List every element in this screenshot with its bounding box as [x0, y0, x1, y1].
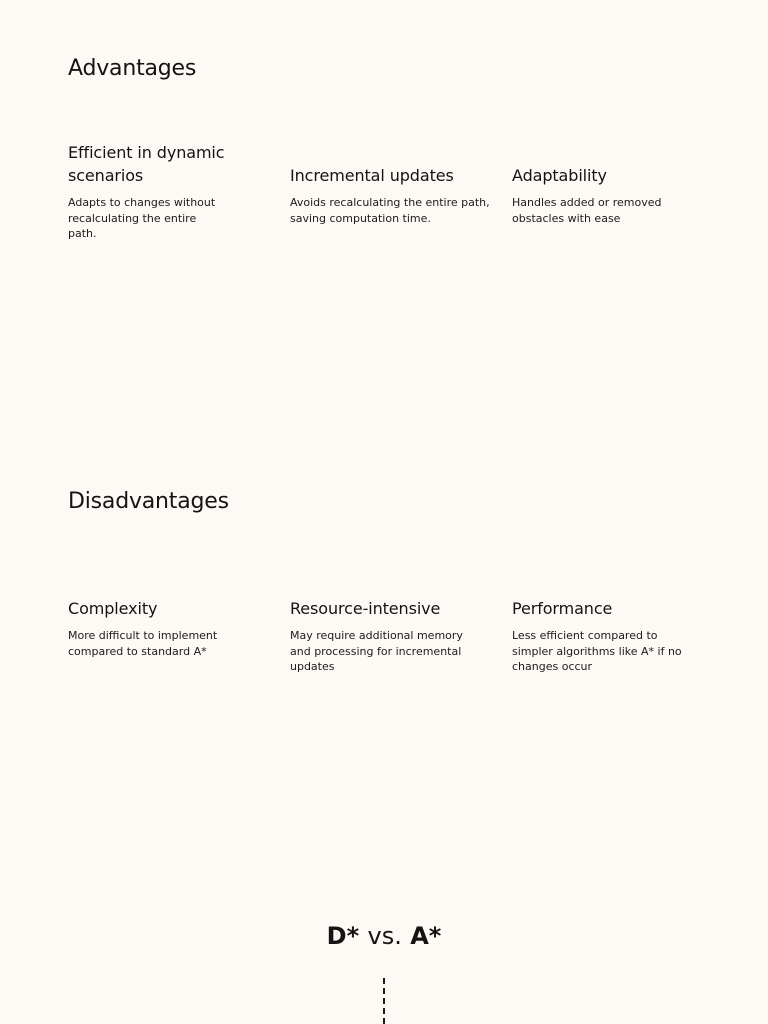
comparison-vs: vs. — [367, 922, 402, 950]
advantages-title: Advantages — [68, 56, 197, 81]
disadvantage-item-title: Complexity — [68, 599, 158, 618]
disadvantage-item-desc: May require additional memory and processing for incremental updates — [290, 629, 463, 673]
disadvantage-item-desc: Less efficient compared to simpler algorithms like A* if no changes occur — [512, 629, 682, 673]
disadvantage-item-desc: More difficult to implement compared to standard A* — [68, 629, 218, 658]
disadvantage-item-title: Performance — [512, 599, 613, 618]
advantage-item — [512, 164, 717, 226]
disadvantage-item — [68, 597, 273, 659]
disadvantage-item-title: Resource-intensive — [290, 599, 441, 618]
comparison-divider-line — [383, 978, 385, 1024]
disadvantages-title: Disadvantages — [68, 489, 229, 514]
advantage-item-desc: Avoids recalculating the entire path, saving computation time. — [290, 196, 490, 225]
disadvantage-item — [290, 597, 495, 675]
section-divider — [0, 434, 768, 436]
comparison-left: D* — [326, 922, 360, 950]
advantage-item-desc: Adapts to changes without recalculating the entire path. — [68, 196, 216, 240]
advantage-item-title: Efficient in dynamic scenarios — [68, 143, 225, 185]
comparison-right: A* — [410, 922, 442, 950]
comparison-title — [0, 920, 768, 952]
disadvantage-item — [512, 597, 717, 675]
advantage-item-title: Incremental updates — [290, 166, 454, 185]
advantage-item-title: Adaptability — [512, 166, 607, 185]
advantage-item — [290, 164, 495, 226]
advantage-item-desc: Handles added or removed obstacles with ease — [512, 196, 662, 225]
section-divider — [0, 868, 768, 870]
advantage-item — [68, 141, 273, 242]
